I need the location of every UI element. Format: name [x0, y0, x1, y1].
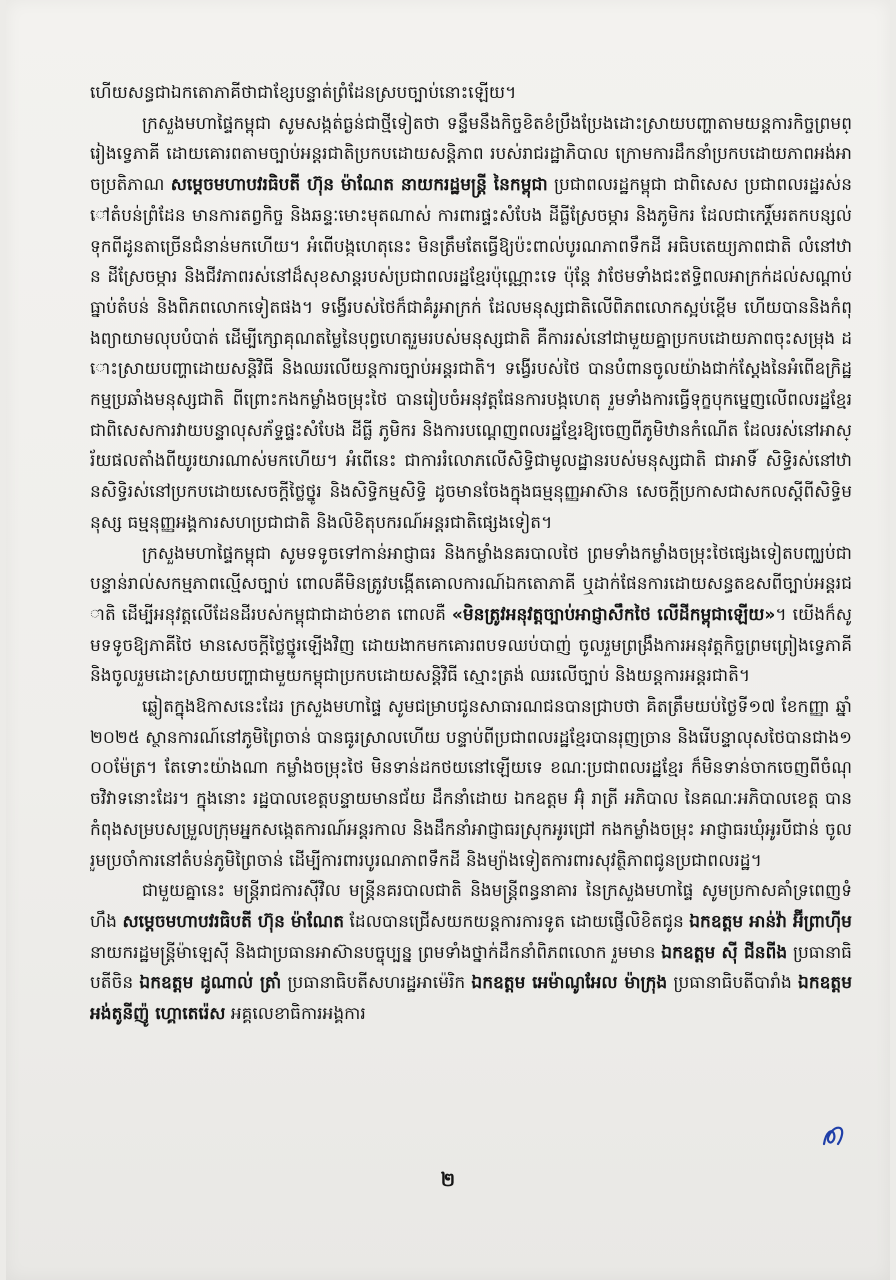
paragraph-2-text-c: ។ យើងក៏សូមទទូចឱ្យភាគីថៃ មានសេចក្តីថ្លៃថ្នូរឡើងវិញ ដោយងាកមកគោរពបទឈប់បាញ់ ចូលរួមព្រង្រឹងការអនុវត្តកិច្ចព្រមព្រៀងទ្វេភាគី និងចូលរួមដោះស្រាយបញ្ហាជាមួយកម្ពុជាប្រកបដោយសន្តិវិធី ស្មោះត្រង់ ឈរលើច្បាប់ និងយន្តការអន្តរជាតិ។ — [90, 604, 852, 687]
france-president-name: ឯកឧត្តម អេម៉ាណូអែល ម៉ាក្រុង — [471, 973, 668, 994]
paragraph-4-text-a: ជាមួយគ្នានេះ មន្ត្រីរាជការស៊ីវិល មន្ត្រីនគរបាលជាតិ និងមន្ត្រីពន្ធនាគារ នៃក្រសួងមហាផ្ទៃ សូមប្រកាសគាំទ្រពេញទំហឹង — [90, 881, 852, 932]
prime-minister-name: សម្តេចមហាបវរធិបតី ហ៊ុន ម៉ាណែត នាយករដ្ឋមន្ត្រី នៃកម្ពុជា — [170, 175, 548, 196]
page-number: ២ — [440, 1169, 456, 1191]
document-page — [6, 0, 890, 1280]
paragraph-1-text-a: ក្រសួងមហាផ្ទៃកម្ពុជា សូមសង្កត់ធ្ងន់ជាថ្មីទៀតថា ទន្ទឹមនឹងកិច្ចខិតខំប្រឹងប្រែងដោះស្រាយបញ្ហាតាមយន្តការកិច្ចព្រមព្រៀងទ្វេភាគី ដោយគោរពតាមច្បាប់អន្តរជាតិប្រកបដោយសន្តិភាព របស់រាជរដ្ឋាភិបាល ក្រោមការដឹកនាំប្រកបដោយភាពអង់អាចប្រតិភាណ — [90, 113, 852, 196]
prime-minister-name-2: សម្តេចមហាបវរធិបតី ហ៊ុន ម៉ាណែត — [122, 911, 345, 932]
document-body — [90, 78, 852, 1198]
martial-law-quote: «មិនត្រូវអនុវត្តច្បាប់អាជ្ញាសឹកថៃ លើដីកម្ពុជាឡើយ» — [451, 604, 776, 625]
paragraph-3: ឆ្លៀតក្នុងឱកាសនេះដែរ ក្រសួងមហាផ្ទៃ សូមជម្រាបជូនសាធារណជនបានជ្រាបថា គិតត្រឹមយប់ថ្ងៃទី១៧ ខែកញ្ញា ឆ្នាំ២០២៥ ស្ថានការណ៍នៅភូមិព្រៃចាន់ បានធូរស្រាលហើយ បន្ទាប់ពីប្រជាពលរដ្ឋខ្មែរបានរុញច្រាន និងរើបន្ទាលុសថៃបានជាង១០០ម៉ែត្រ។ តែទោះយ៉ាងណា កម្លាំងចម្រុះថៃ មិនទាន់ដកថយនៅឡើយទេ ខណៈប្រជាពលរដ្ឋខ្មែរ ក៏មិនទាន់ចាកចេញពីចំណុចវិវាទនោះដែរ។ ក្នុងនោះ រដ្ឋបាលខេត្តបន្ទាយមានជ័យ ដឹកនាំដោយ ឯកឧត្តម អ៊ុំ រាត្រី អភិបាល នៃគណៈអភិបាលខេត្ត បានកំពុងសម្របសម្រួលក្រុមអ្នកសង្កេតការណ៍អន្តរកាល និងដឹកនាំអាជ្ញាធរស្រុកអូរជ្រៅ កងកម្លាំងចម្រុះ អាជ្ញាធរឃុំអូរបីជាន់ ចូលរួមប្រចាំការនៅតំបន់ភូមិព្រៃចាន់ ដើម្បីការពារបូរណភាពទឹកដី និងម្យ៉ាងទៀតការពារសុវត្ថិភាពជូនប្រជាពលរដ្ឋ។ — [90, 697, 852, 871]
paragraph-1 — [90, 109, 852, 539]
china-president-name: ឯកឧត្តម ស៊ី ជីនពីង — [661, 942, 788, 963]
us-president-name: ឯកឧត្តម ដូណាល់ ត្រាំ — [139, 973, 282, 994]
paragraph-4-text-k: ប្រធានាធិបតីបារាំង — [667, 973, 799, 994]
paragraph-4 — [90, 876, 852, 1030]
paragraph-4-text-g: ប្រធានាធិបតីចិន — [90, 942, 852, 994]
malaysia-pm-name: ឯកឧត្តម អាន់វ៉ា អ៊ីព្រាហ៊ីម — [689, 911, 852, 932]
paragraph-4-text-e: នាយករដ្ឋមន្ត្រីម៉ាឡេស៊ី និងជាប្រធានអាស៊ានបច្ចុប្បន្ន ព្រមទាំងថ្នាក់ដឹកនាំពិភពលោក រួមមាន — [90, 942, 662, 963]
paragraph-2-text-a: ក្រសួងមហាផ្ទៃកម្ពុជា សូមទទូចទៅកាន់អាជ្ញាធរ និងកម្លាំងនគរបាលថៃ ព្រមទាំងកម្លាំងចម្រុះថៃផ្សេងទៀតបញ្ឈប់ជាបន្ទាន់រាល់សកម្មភាពល្មើសច្បាប់ ពោលគឺមិនត្រូវបង្កើតគោលការណ៍ឯកតោភាគី ឬដាក់ផែនការដោយសន្ធតឧសពីច្បាប់អន្តរជាតិ ដើម្បីអនុវត្តលើដែនដីរបស់កម្ពុជាជាដាច់ខាត ពោលគឺ — [90, 543, 852, 625]
un-secretary-general-name: ឯកឧត្តម អង់តូនីញ៉ូ ហ្គោតេរ៉េស — [90, 973, 852, 1025]
paragraph-continuation: ហើយសន្ធជាឯកតោភាគីថាជាខ្សែបន្ទាត់ព្រំដែនស្របច្បាប់នោះឡើយ។ — [90, 83, 517, 103]
handwritten-initial-mark — [820, 1122, 846, 1150]
paragraph-1-text-c: ប្រជាពលរដ្ឋកម្ពុជា ជាពិសេស ប្រជាពលរដ្ឋរស់នៅតំបន់ព្រំដែន មានការតព្វកិច្ច និងឆន្ទៈមោះមុតណាស់ ការពារផ្ទះសំបែង ដីធ្លីស្រែចម្ការ និងភូមិករ ដែលជាកេរ្តិ៍មរតកបន្សល់ទុកពីដូនតាច្រើនជំនាន់មកហើយ។ អំពើបង្កហេតុនេះ មិនត្រឹមតែធ្វើឱ្យប៉ះពាល់បូរណភាពទឹកដី អធិបតេយ្យភាពជាតិ លំនៅឋាន ដីស្រែចម្ការ និងជីវភាពរស់នៅដ៏សុខសាន្តរបស់ប្រជាពលរដ្ឋខ្មែរប៉ុណ្ណោះទេ ប៉ុន្តែ វាថែមទាំងជះឥទ្ធិពលអាក្រក់ដល់សណ្តាប់ធ្នាប់តំបន់ និងពិភពលោកទៀតផង។ ទង្វើរបស់ថៃក៏ជាគំរូអាក្រក់ ដែលមនុស្សជាតិលើពិភពលោកស្អប់ខ្ពើម ហើយបាននិងកំពុងព្យាយាមលុបបំបាត់ ដើម្បីក្សោគុណតម្លៃនៃបុព្វហេតុរួមរបស់មនុស្សជាតិ គឺការរស់នៅជាមួយគ្នាប្រកបដោយភាពចុះសម្រុង ដោះស្រាយបញ្ហាដោយសន្តិវិធី និងឈរលើយន្តការច្បាប់អន្តរជាតិ។ ទង្វើរបស់ថៃ បានបំពានចូលយ៉ាងជាក់ស្តែងនៃអំពើឧក្រិដ្ឋកម្មប្រឆាំងមនុស្សជាតិ ពីព្រោះកងកម្លាំងចម្រុះថៃ បានរៀបចំអនុវត្តផែនការបង្កហេតុ រួមទាំងការធ្វើទុក្ខបុកម្នេញលើពលរដ្ឋខ្មែរ ជាពិសេសការវាយបន្ទាលុសភ័ទ្ទផ្ទះសំបែង ដីធ្លី ភូមិករ និងការបណ្តេញពលរដ្ឋខ្មែរឱ្យចេញពីភូមិឋានកំណើត ដែលរស់នៅអាស្រ័យផលតាំងពីយូរយារណាស់មកហើយ។ អំពើនេះ ជាការរំលោភលើសិទ្ធិជាមូលដ្ឋានរបស់មនុស្សជាតិ ជាអាទិ៍ សិទ្ធិរស់នៅឋានសិទ្ធិរស់នៅប្រកបដោយសេចក្តីថ្លៃថ្នូរ និងសិទ្ធិកម្មសិទ្ធិ ដូចមានចែងក្នុងធម្មនុញ្ញអាស៊ាន សេចក្តីប្រកាសជាសកលស្តីពីសិទ្ធិមនុស្ស ធម្មនុញ្ញអង្គការសហប្រជាជាតិ និងលិខិតុបករណ៍អន្តរជាតិផ្សេងទៀត។ — [90, 175, 852, 533]
paragraph-4-text-c: ដែលបានជ្រើសយកយន្តការការទូត ដោយផ្ញើលិខិតជូន — [344, 911, 690, 932]
paragraph-4-text-i: ប្រធានាធិបតីសហរដ្ឋអាម៉េរិក — [281, 973, 472, 994]
paragraph-4-text-m: អគ្គលេខាធិការអង្គការ — [225, 1004, 366, 1025]
paragraph-2 — [90, 539, 852, 693]
